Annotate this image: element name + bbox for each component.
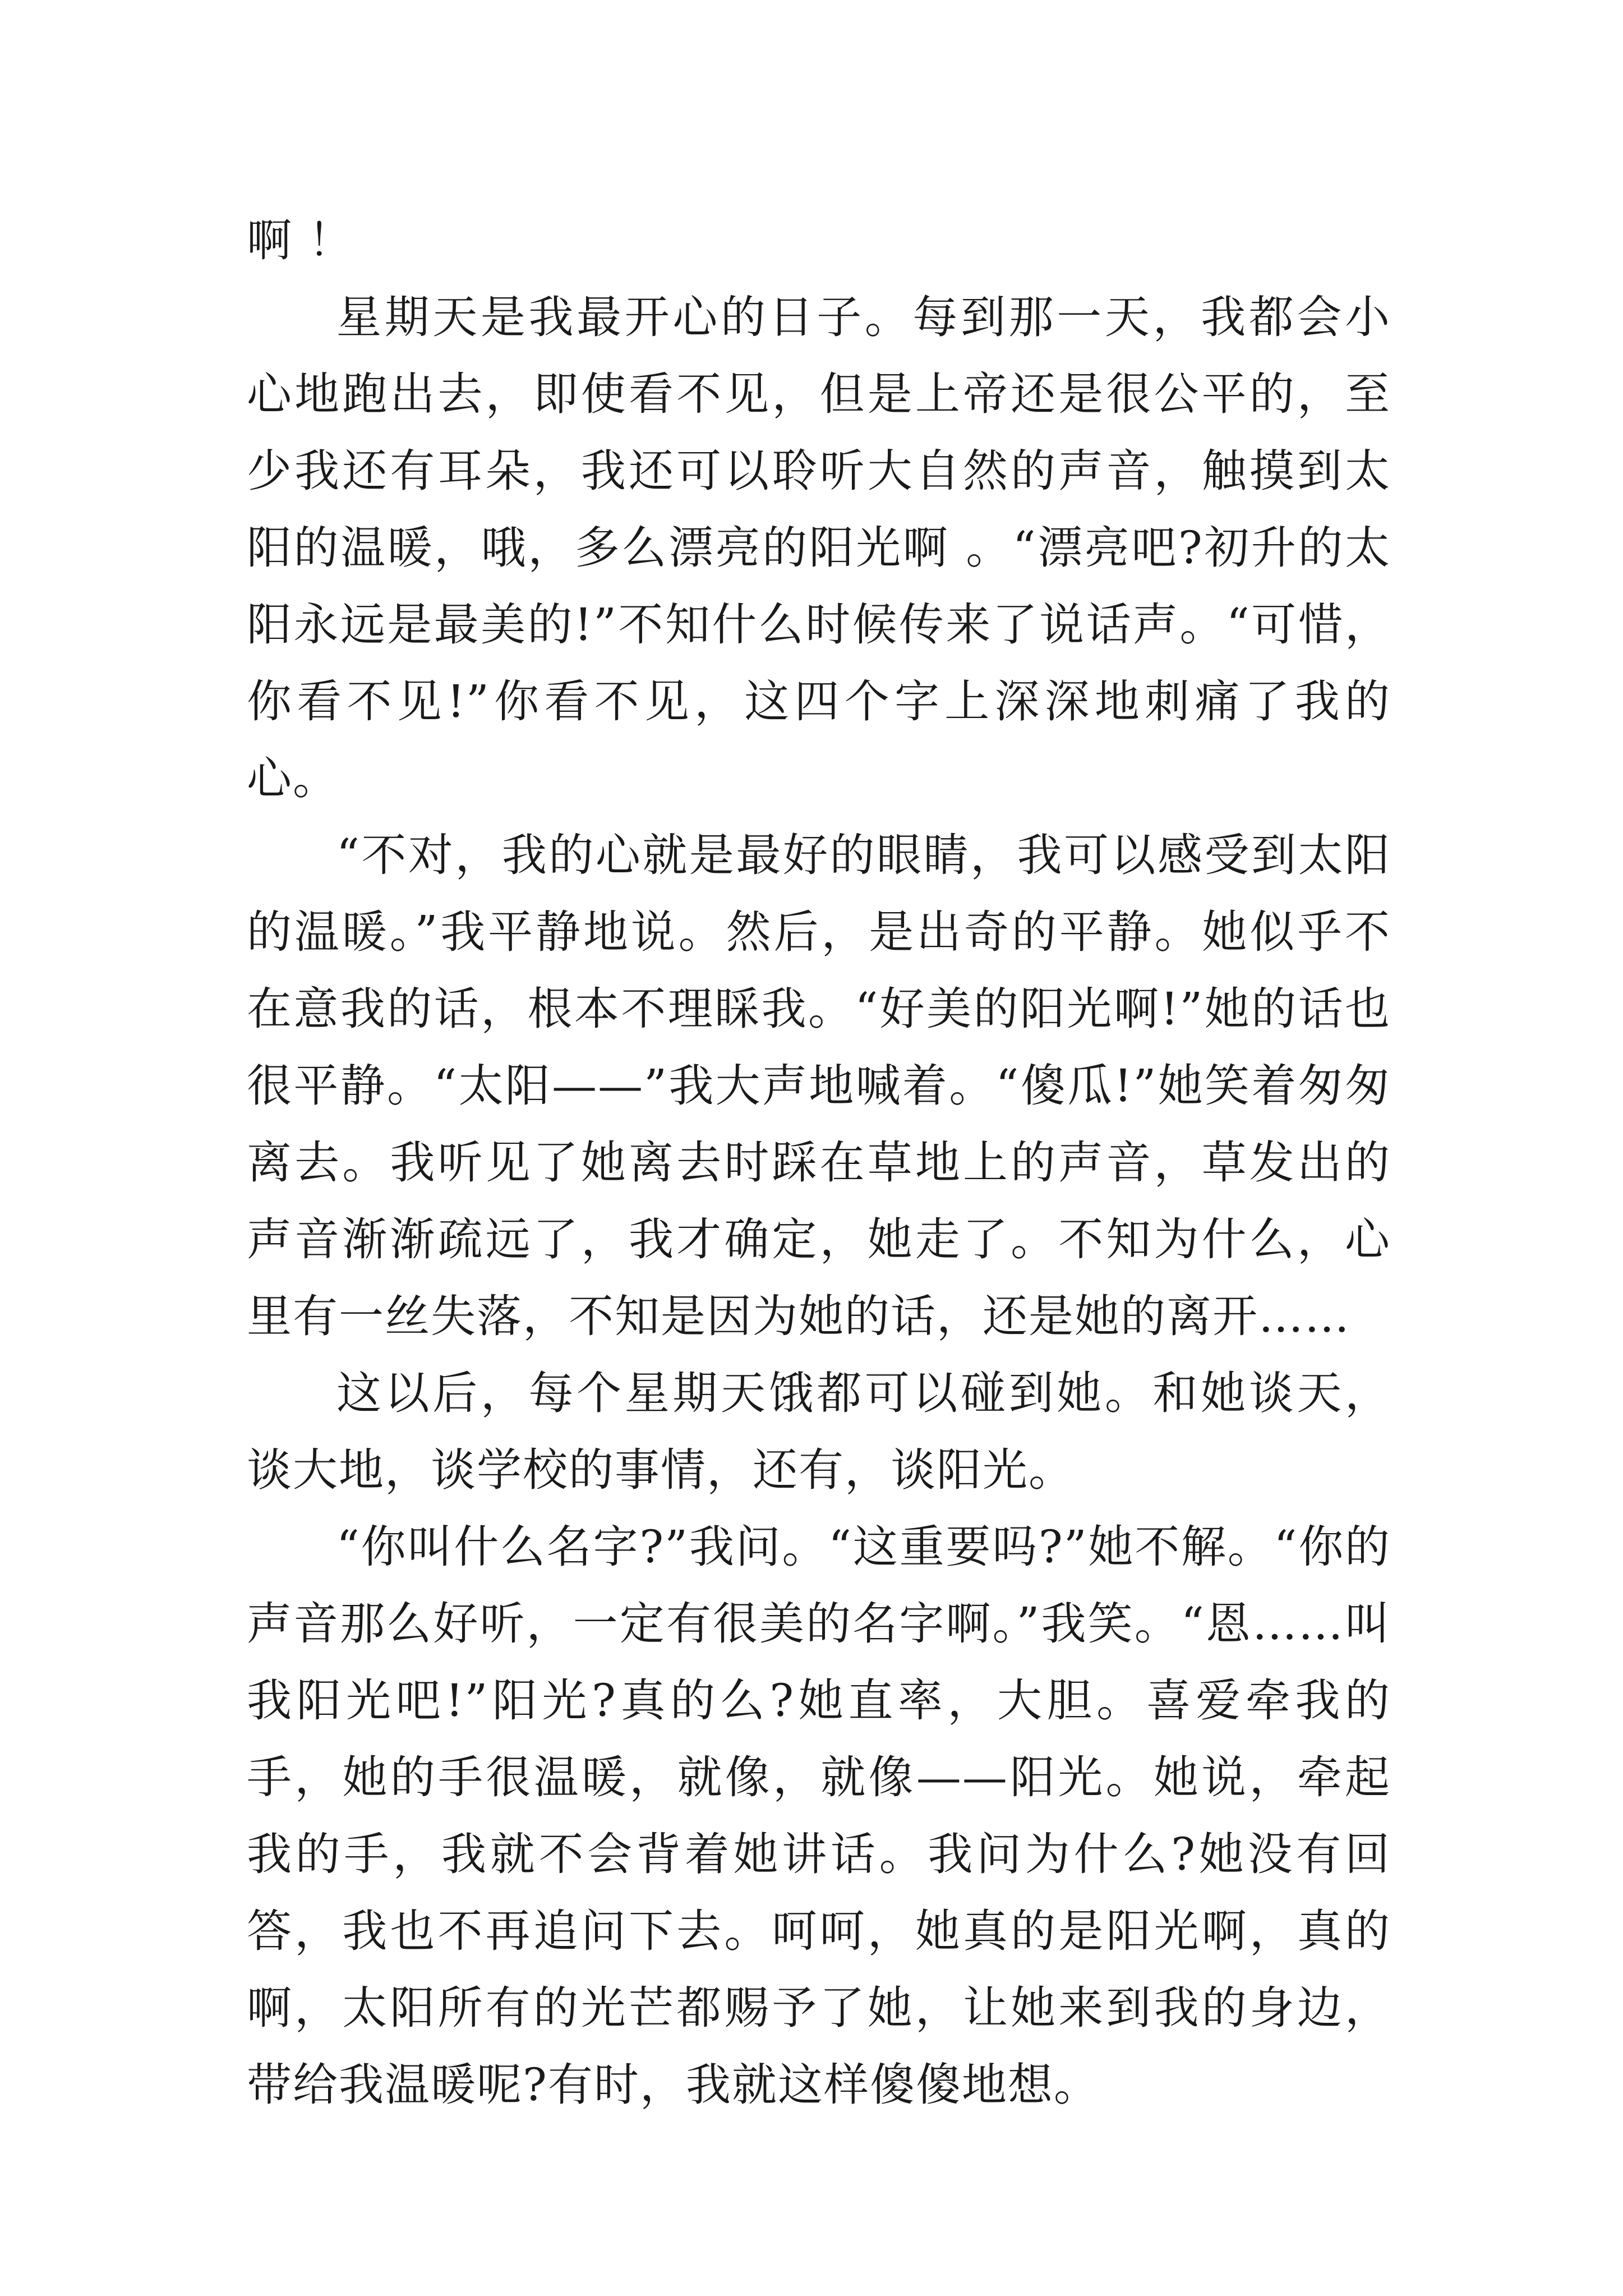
paragraph-2: 星期天是我最开心的日子。每到那一天，我都会小心地跑出去，即使看不见，但是上帝还是很公平的，至少我还有耳朵，我还可以聆听大自然的声音，触摸到太阳的温暖，哦，多么漂亮的阳光啊 。“漂亮吧?初升的太阳永远是最美的!”不知什么时候传来了说话声。“可惜，你看不见!”你看不见，这四个字上深深地刺痛了我的心。 xyxy=(247,291,1391,804)
paragraph-5: “你叫什么名字?”我问。“这重要吗?”她不解。“你的声音那么好听，一定有很美的名字啊。”我笑。“恩……叫我阳光吧!”阳光?真的么?她直率，大胆。喜爱牵我的手，她的手很温暖，就像，就像——阳光。她说，牵起我的手，我就不会背着她讲话。我问为什么?她没有回答，我也不再追问下去。呵呵，她真的是阳光啊，真的啊，太阳所有的光芒都赐予了她，让她来到我的身边，带给我温暖呢?有时，我就这样傻傻地想。 xyxy=(247,1521,1391,2111)
paragraph-3: “不对，我的心就是最好的眼睛，我可以感受到太阳的温暖。”我平静地说。然后，是出奇的平静。她似乎不在意我的话，根本不理睬我。“好美的阳光啊!”她的话也很平静。“太阳——”我大声地喊着。“傻瓜!”她笑着匆匆离去。我听见了她离去时踩在草地上的声音，草发出的声音渐渐疏远了，我才确定，她走了。不知为什么，心里有一丝失落，不知是因为她的话，还是她的离开…… xyxy=(247,829,1391,1342)
paragraph-4: 这以后，每个星期天饿都可以碰到她。和她谈天，谈大地，谈学校的事情，还有，谈阳光。 xyxy=(247,1367,1391,1496)
body-text xyxy=(247,202,1391,2123)
paragraph-1: 啊 ！ xyxy=(247,214,354,266)
